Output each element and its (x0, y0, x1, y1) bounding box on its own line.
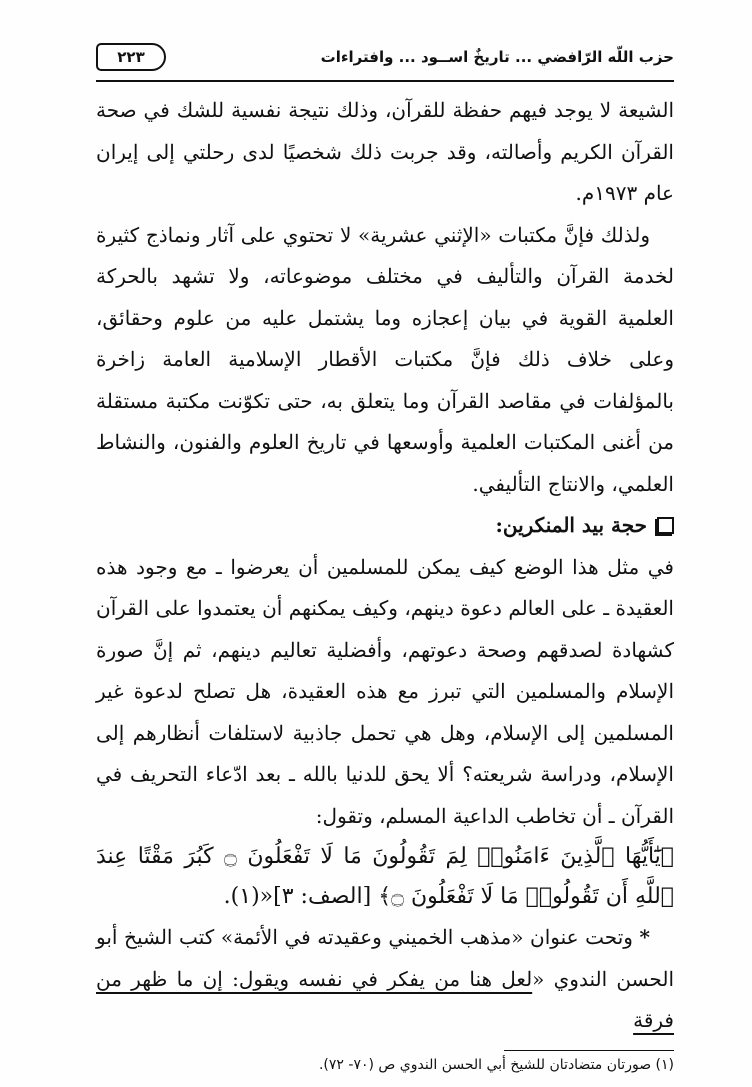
bullet-text: وتحت عنوان «مذهب الخميني وعقيدته في الأئمة» كتب الشيخ أبو الحسن الندوي « (96, 925, 674, 991)
section-heading (96, 505, 674, 547)
square-bullet-icon (657, 517, 674, 534)
footnote-separator (504, 1050, 674, 1051)
asterisk-bullet: * (639, 925, 651, 949)
page-number: ٢٢٣ (96, 43, 166, 71)
running-title: حزب اللّه الرّافضي ... تاريخٌ اســود ... وافتراءات (320, 48, 674, 66)
bullet-paragraph (96, 917, 674, 1042)
quran-verse: ﴿يَٰٓأَيُّهَا ٱلَّذِينَ ءَامَنُوا۟ لِمَ تَقُولُونَ مَا لَا تَفْعَلُونَ ۝ كَبُرَ مَقْتًا عِندَ ٱللَّهِ أَن تَقُولُوا۟ مَا لَا تَفْعَلُونَ ۝﴾ [الصف: ٣]«(١). (96, 844, 674, 909)
underlined-quote: لعل هنا من يفكر في نفسه ويقول: إن ما ظهر من فرقة (96, 966, 674, 1032)
main-text (96, 90, 674, 1042)
footnote: (١) صورتان متضادتان للشيخ أبي الحسن الندوي ص (٧٠- ٧٢). (318, 1056, 674, 1073)
paragraph-3: في مثل هذا الوضع كيف يمكن للمسلمين أن يعرضوا ـ مع وجود هذه العقيدة ـ على العالم دعوة دينهم، وكيف يمكنهم أن يعتمدوا على القرآن كشهادة لصدقهم وصحة دعوتهم، وأفضلية تعاليم دينهم، ثم إنَّ صورة الإسلام والمسلمين التي تبرز مع هذه العقيدة، هل تصلح لدعوة غير المسلمين إلى الإسلام، وهل هي تحمل جاذبية لاستلفات أنظارهم إلى الإسلام، ودراسة شريعته؟ ألا يحق للدنيا بالله ـ بعد ادّعاء التحريف في القرآن ـ أن تخاطب الداعية المسلم، وتقول: (96, 554, 674, 828)
paragraph-2: ولذلك فإنَّ مكتبات «الإثني عشرية» لا تحتوي على آثار ونماذج كثيرة لخدمة القرآن والتأليف في مختلف موضوعاته، ولا تشهد بالحركة العلمية القوية في بيان إعجازه وما يشتمل عليه من علوم وحقائق، وعلى خلاف ذلك فإنَّ مكتبات الأقطار الإسلامية العامة زاخرة بالمؤلفات في مقاصد القرآن وما يتعلق به، حتى تكوّنت مكتبة مستقلة من أغنى المكتبات العلمية وأوسعها في تاريخ العلوم والفنون، والنشاط العلمي، والانتاج التأليفي. (96, 222, 675, 496)
page-header (96, 40, 674, 82)
section-heading-text: حجة بيد المنكرين: (495, 513, 647, 537)
paragraph-1: الشيعة لا يوجد فيهم حفظة للقرآن، وذلك نتيجة نفسية للشك في صحة القرآن الكريم وأصالته، وقد جربت ذلك شخصيًا لدى رحلتي إلى إيران عام ١٩٧٣م. (96, 98, 674, 205)
